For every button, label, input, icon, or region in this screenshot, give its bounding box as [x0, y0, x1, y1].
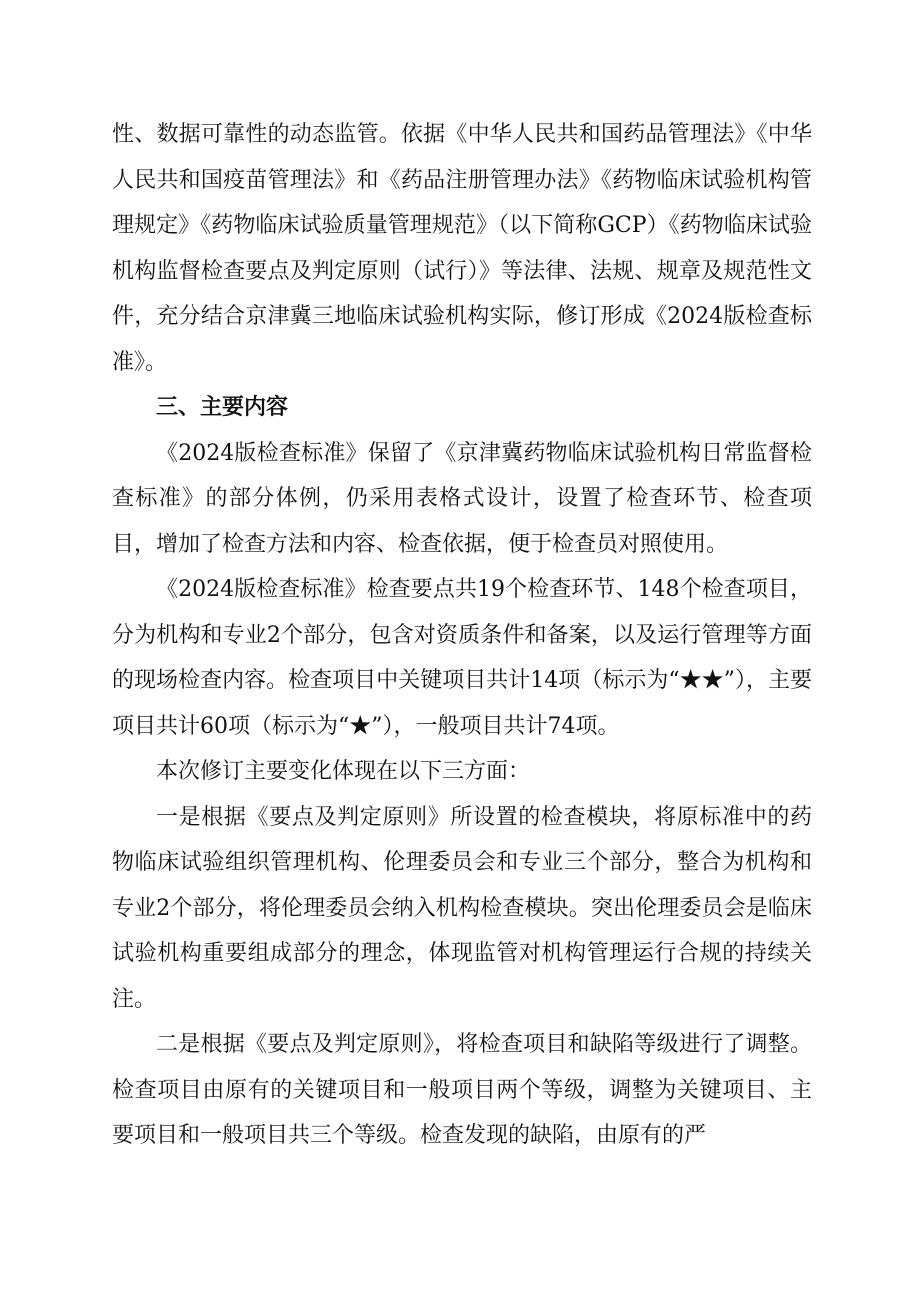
paragraph-revision-intro: 本次修订主要变化体现在以下三方面： [156, 759, 531, 784]
paragraph-inspection-items-count: 《2024版检查标准》检查要点共19个检查环节、148个检查项目，分为机构和专业2个部分，包含对资质条件和备案，以及运行管理等方面的现场检查内容。检查项目中关键项目共计14项（标示为“★★”），主要项目共计60项（标示为“★”），一般项目共计74项。 [112, 577, 812, 739]
document-body [112, 112, 812, 1159]
paragraph-format-retained: 《2024版检查标准》保留了《京津冀药物临床试验机构日常监督检查标准》的部分体例，仍采用表格式设计，设置了检查环节、检查项目，增加了检查方法和内容、检查依据，便于检查员对照使用。 [112, 440, 812, 557]
paragraph-change-two: 二是根据《要点及判定原则》，将检查项目和缺陷等级进行了调整。检查项目由原有的关键项目和一般项目两个等级，调整为关键项目、主要项目和一般项目共三个等级。检查发现的缺陷，由原有的严 [112, 1032, 812, 1148]
paragraph-change-one: 一是根据《要点及判定原则》所设置的检查模块，将原标准中的药物临床试验组织管理机构、伦理委员会和专业三个部分，整合为机构和专业2个部分，将伦理委员会纳入机构检查模块。突出伦理委员会是临床试验机构重要组成部分的理念，体现监管对机构管理运行合规的持续关注。 [112, 804, 812, 1012]
paragraph-regulatory-basis: 性、数据可靠性的动态监管。依据《中华人民共和国药品管理法》《中华人民共和国疫苗管理法》和《药品注册管理办法》《药物临床试验机构管理规定》《药物临床试验质量管理规范》（以下简称GCP）《药物临床试验机构监督检查要点及判定原则（试行）》等法律、法规、规章及规范性文件，充分结合京津冀三地临床试验机构实际，修订形成《2024版检查标准》。 [112, 122, 812, 375]
section-heading-main-content: 三、主要内容 [156, 395, 289, 420]
